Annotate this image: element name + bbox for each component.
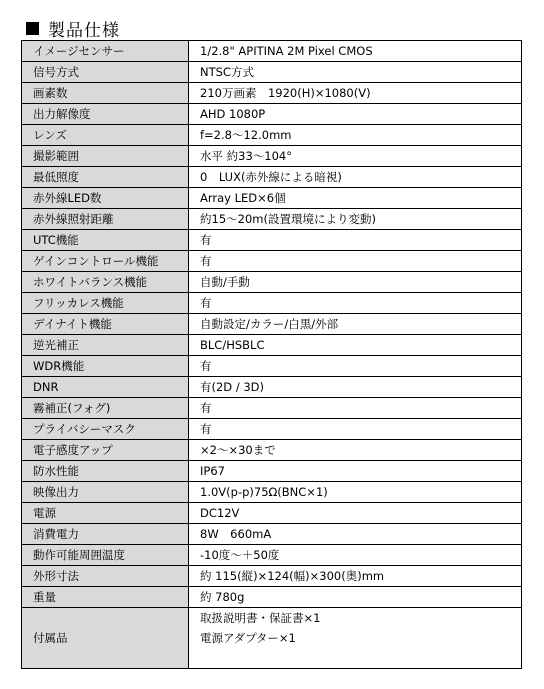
spec-value: AHD 1080P bbox=[189, 104, 522, 125]
spec-label: 赤外線LED数 bbox=[22, 188, 189, 209]
spec-row bbox=[22, 566, 522, 587]
spec-row bbox=[22, 62, 522, 83]
spec-label: 電源 bbox=[22, 503, 189, 524]
spec-label: 最低照度 bbox=[22, 167, 189, 188]
spec-row bbox=[22, 356, 522, 377]
spec-label: イメージセンサー bbox=[22, 41, 189, 62]
spec-row bbox=[22, 104, 522, 125]
spec-value: f=2.8～12.0mm bbox=[189, 125, 522, 146]
spec-value: 有 bbox=[189, 398, 522, 419]
spec-value: 210万画素 1920(H)×1080(V) bbox=[189, 83, 522, 104]
spec-value: 有 bbox=[189, 230, 522, 251]
spec-value: 8W 660mA bbox=[189, 524, 522, 545]
spec-value: 1/2.8" APITINA 2M Pixel CMOS bbox=[189, 41, 522, 62]
spec-label: デイナイト機能 bbox=[22, 314, 189, 335]
square-bullet-icon bbox=[26, 22, 39, 35]
spec-label: ホワイトバランス機能 bbox=[22, 272, 189, 293]
spec-row bbox=[22, 41, 522, 62]
spec-value: IP67 bbox=[189, 461, 522, 482]
spec-row bbox=[22, 293, 522, 314]
spec-row bbox=[22, 125, 522, 146]
spec-row bbox=[22, 146, 522, 167]
spec-row bbox=[22, 440, 522, 461]
spec-value: DC12V bbox=[189, 503, 522, 524]
spec-row bbox=[22, 314, 522, 335]
spec-value: 自動/手動 bbox=[189, 272, 522, 293]
spec-label: 防水性能 bbox=[22, 461, 189, 482]
spec-row bbox=[22, 83, 522, 104]
spec-value: 有 bbox=[189, 293, 522, 314]
spec-value: 自動設定/カラー/白黒/外部 bbox=[189, 314, 522, 335]
spec-row bbox=[22, 167, 522, 188]
spec-row bbox=[22, 209, 522, 230]
spec-row bbox=[22, 230, 522, 251]
spec-row-accessories bbox=[22, 608, 522, 669]
spec-value: 有(2D / 3D) bbox=[189, 377, 522, 398]
spec-label: 動作可能周囲温度 bbox=[22, 545, 189, 566]
spec-row bbox=[22, 545, 522, 566]
spec-value-accessories bbox=[189, 608, 522, 669]
accessory-item: 電源アダプター×1 bbox=[200, 631, 296, 645]
spec-label: 外形寸法 bbox=[22, 566, 189, 587]
spec-label: UTC機能 bbox=[22, 230, 189, 251]
spec-label: 電子感度アップ bbox=[22, 440, 189, 461]
spec-label: 重量 bbox=[22, 587, 189, 608]
spec-value: Array LED×6個 bbox=[189, 188, 522, 209]
spec-label: WDR機能 bbox=[22, 356, 189, 377]
spec-label: ゲインコントロール機能 bbox=[22, 251, 189, 272]
spec-table-body bbox=[22, 41, 522, 669]
spec-value: 1.0V(p-p)75Ω(BNC×1) bbox=[189, 482, 522, 503]
spec-label: 画素数 bbox=[22, 83, 189, 104]
spec-value: BLC/HSBLC bbox=[189, 335, 522, 356]
spec-row bbox=[22, 482, 522, 503]
spec-value: 水平 約33～104° bbox=[189, 146, 522, 167]
spec-label: 逆光補正 bbox=[22, 335, 189, 356]
spec-value: 有 bbox=[189, 356, 522, 377]
spec-value: 有 bbox=[189, 419, 522, 440]
spec-table bbox=[21, 40, 522, 669]
spec-label: 信号方式 bbox=[22, 62, 189, 83]
spec-row bbox=[22, 188, 522, 209]
spec-label: 撮影範囲 bbox=[22, 146, 189, 167]
spec-label: フリッカレス機能 bbox=[22, 293, 189, 314]
spec-label: 赤外線照射距離 bbox=[22, 209, 189, 230]
spec-value: 0 LUX(赤外線による暗視) bbox=[189, 167, 522, 188]
spec-row bbox=[22, 503, 522, 524]
spec-label: 付属品 bbox=[22, 608, 189, 669]
accessory-item: 取扱説明書・保証書×1 bbox=[200, 611, 321, 625]
spec-row bbox=[22, 419, 522, 440]
spec-value: 約 115(縦)×124(幅)×300(奥)mm bbox=[189, 566, 522, 587]
spec-row bbox=[22, 461, 522, 482]
spec-row bbox=[22, 251, 522, 272]
spec-value: 約 780g bbox=[189, 587, 522, 608]
spec-label: プライバシーマスク bbox=[22, 419, 189, 440]
spec-label: 出力解像度 bbox=[22, 104, 189, 125]
spec-label: 映像出力 bbox=[22, 482, 189, 503]
section-title-text: 製品仕様 bbox=[48, 20, 120, 41]
section-title bbox=[26, 16, 120, 40]
spec-value: -10度～＋50度 bbox=[189, 545, 522, 566]
spec-label: 消費電力 bbox=[22, 524, 189, 545]
spec-value: ×2～×30まで bbox=[189, 440, 522, 461]
spec-value: 有 bbox=[189, 251, 522, 272]
spec-row bbox=[22, 272, 522, 293]
spec-row bbox=[22, 524, 522, 545]
spec-label: DNR bbox=[22, 377, 189, 398]
spec-row bbox=[22, 398, 522, 419]
spec-row bbox=[22, 335, 522, 356]
spec-row bbox=[22, 377, 522, 398]
spec-value: 約15～20m(設置環境により変動) bbox=[189, 209, 522, 230]
spec-row bbox=[22, 587, 522, 608]
spec-label: 霧補正(フォグ) bbox=[22, 398, 189, 419]
spec-label: レンズ bbox=[22, 125, 189, 146]
spec-value: NTSC方式 bbox=[189, 62, 522, 83]
